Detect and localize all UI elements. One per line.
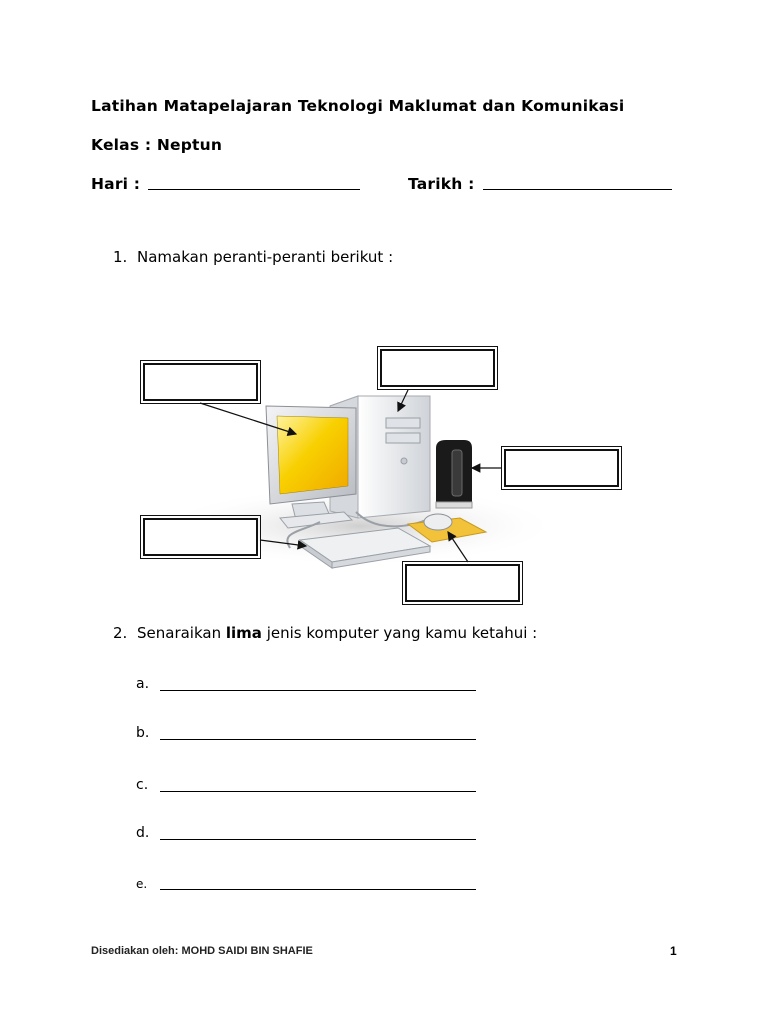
class-label: Kelas : Neptun	[91, 136, 223, 154]
pointer-keyboard	[260, 540, 306, 546]
question-2-text	[137, 624, 537, 642]
worksheet-title: Latihan Matapelajaran Teknologi Maklumat dan Komunikasi	[91, 97, 625, 115]
answer-a-letter: a.	[136, 676, 150, 692]
question-2-text-before: Senaraikan	[137, 624, 222, 642]
answer-c-letter: c.	[136, 777, 149, 793]
answer-d-line[interactable]	[160, 839, 476, 840]
pointer-mouse	[448, 532, 468, 562]
pointer-system-unit	[398, 390, 408, 411]
answer-e-letter: e.	[136, 877, 148, 891]
question-2-number: 2.	[113, 624, 128, 642]
answer-e-line[interactable]	[160, 889, 476, 890]
question-2-bold-word: lima	[225, 624, 262, 642]
question-2-text-after: jenis komputer yang kamu ketahui :	[266, 624, 538, 642]
question-1-number: 1.	[113, 248, 128, 266]
answer-b-line[interactable]	[160, 739, 476, 740]
date-label: Tarikh :	[408, 175, 475, 193]
answer-c-line[interactable]	[160, 791, 476, 792]
answer-b-letter: b.	[136, 725, 150, 741]
page-number: 1	[670, 944, 677, 958]
day-label: Hari :	[91, 175, 141, 193]
answer-d-letter: d.	[136, 825, 150, 841]
pointer-monitor	[200, 403, 296, 434]
question-1-text: Namakan peranti-peranti berikut :	[137, 248, 394, 266]
answer-a-line[interactable]	[160, 690, 476, 691]
footer-prepared-by: Disediakan oleh: MOHD SAIDI BIN SHAFIE	[91, 945, 313, 957]
